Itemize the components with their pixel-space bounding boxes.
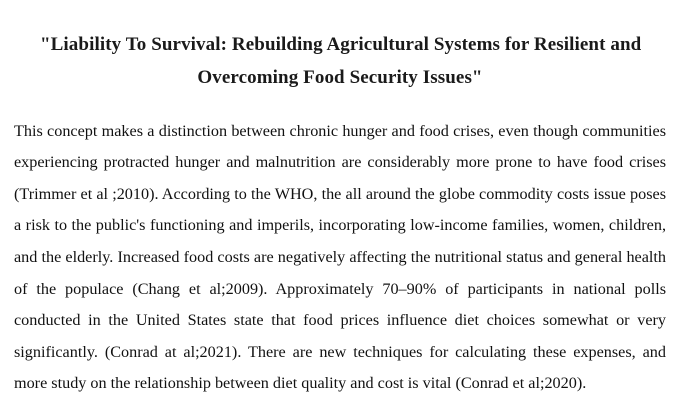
page-title-line-1: "Liability To Survival: Rebuilding Agricultural Systems for Resilient and	[40, 34, 642, 55]
document-body	[14, 116, 666, 400]
page-title-line-2: Overcoming Food Security Issues"	[197, 66, 483, 88]
page-title	[40, 30, 640, 94]
body-paragraph: This concept makes a distinction between chronic hunger and food crises, even though communities experiencing protracted hunger and malnutrition are considerably more prone to have food crises (Trimmer et al ;2010). According to the WHO, the all around the globe commodity costs issue poses a risk to the public's functioning and imperils, incorporating low-income families, women, children, and the elderly. Increased food costs are negatively affecting the nutritional status and general health of the populace (Chang et al;2009). Approximately 70–90% of participants in national polls conducted in the United States state that food prices influence diet choices somewhat or very significantly. (Conrad at al;2021). There are new techniques for calculating these expenses, and more study on the relationship between diet quality and cost is vital (Conrad et al;2020).	[14, 121, 666, 393]
